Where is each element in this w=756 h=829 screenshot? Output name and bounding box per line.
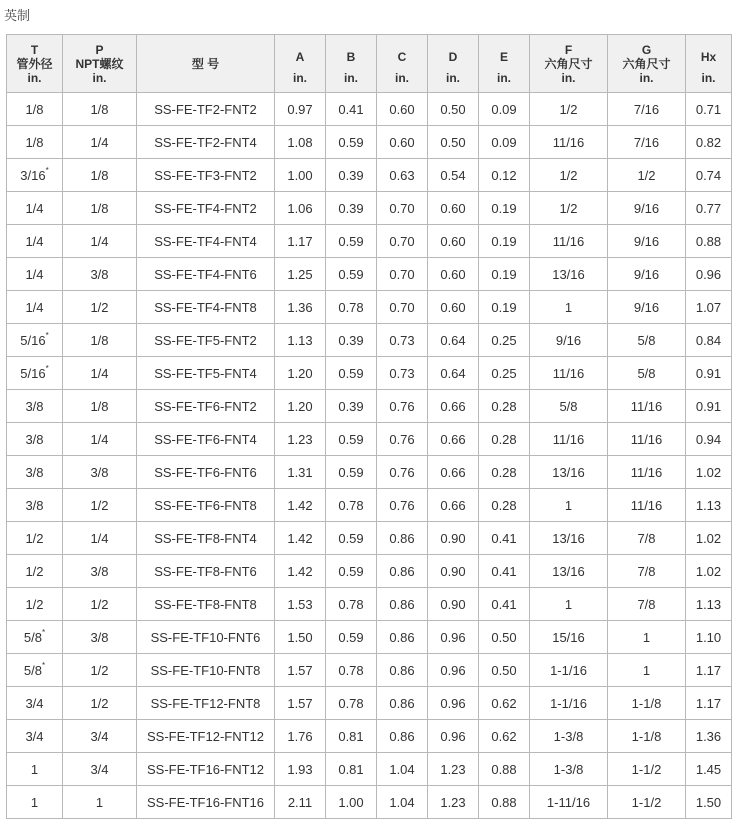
- cell-t: 5/16*: [7, 324, 63, 357]
- cell-t: 1/2: [7, 588, 63, 621]
- cell-e: 0.41: [479, 555, 530, 588]
- cell-c: 0.63: [377, 159, 428, 192]
- cell-b: 0.78: [326, 687, 377, 720]
- cell-hx: 1.13: [686, 489, 732, 522]
- cell-c: 0.76: [377, 456, 428, 489]
- cell-f: 1/2: [530, 159, 608, 192]
- cell-b: 0.59: [326, 456, 377, 489]
- cell-t: 3/4: [7, 687, 63, 720]
- table-row: [7, 588, 732, 621]
- footnote-marker: *: [45, 363, 49, 373]
- cell-p: 1/8: [63, 93, 137, 126]
- cell-f: 1/2: [530, 192, 608, 225]
- cell-model: SS-FE-TF10-FNT8: [137, 654, 275, 687]
- cell-a: 1.42: [275, 522, 326, 555]
- cell-t: 1/4: [7, 192, 63, 225]
- cell-d: 0.60: [428, 258, 479, 291]
- cell-g: 1-1/8: [608, 720, 686, 753]
- cell-f: 1-3/8: [530, 720, 608, 753]
- cell-c: 0.86: [377, 522, 428, 555]
- cell-hx: 1.02: [686, 456, 732, 489]
- cell-b: 0.41: [326, 93, 377, 126]
- cell-a: 1.93: [275, 753, 326, 786]
- cell-e: 0.50: [479, 621, 530, 654]
- cell-c: 1.04: [377, 786, 428, 819]
- cell-a: 1.13: [275, 324, 326, 357]
- table-row: [7, 786, 732, 819]
- cell-g: 11/16: [608, 423, 686, 456]
- cell-hx: 0.96: [686, 258, 732, 291]
- cell-p: 1/8: [63, 390, 137, 423]
- cell-p: 3/8: [63, 456, 137, 489]
- header-d: D in.: [428, 35, 479, 93]
- cell-f: 1-3/8: [530, 753, 608, 786]
- cell-e: 0.19: [479, 225, 530, 258]
- cell-d: 0.64: [428, 357, 479, 390]
- cell-e: 0.25: [479, 324, 530, 357]
- cell-e: 0.09: [479, 93, 530, 126]
- cell-f: 15/16: [530, 621, 608, 654]
- cell-d: 0.60: [428, 291, 479, 324]
- header-model: 型 号: [137, 35, 275, 93]
- cell-p: 1/2: [63, 654, 137, 687]
- cell-e: 0.28: [479, 423, 530, 456]
- cell-c: 0.70: [377, 258, 428, 291]
- cell-a: 1.57: [275, 687, 326, 720]
- cell-e: 0.28: [479, 489, 530, 522]
- cell-model: SS-FE-TF16-FNT16: [137, 786, 275, 819]
- cell-c: 1.04: [377, 753, 428, 786]
- cell-g: 7/16: [608, 93, 686, 126]
- cell-a: 1.17: [275, 225, 326, 258]
- cell-d: 0.90: [428, 555, 479, 588]
- cell-t: 1/2: [7, 522, 63, 555]
- cell-b: 0.59: [326, 555, 377, 588]
- cell-b: 0.59: [326, 225, 377, 258]
- cell-f: 11/16: [530, 423, 608, 456]
- cell-g: 1-1/8: [608, 687, 686, 720]
- cell-hx: 1.45: [686, 753, 732, 786]
- cell-e: 0.62: [479, 720, 530, 753]
- table-row: [7, 621, 732, 654]
- fitting-spec-table: [6, 34, 732, 819]
- cell-c: 0.60: [377, 126, 428, 159]
- cell-model: SS-FE-TF2-FNT2: [137, 93, 275, 126]
- cell-c: 0.73: [377, 357, 428, 390]
- cell-e: 0.25: [479, 357, 530, 390]
- cell-model: SS-FE-TF12-FNT8: [137, 687, 275, 720]
- cell-p: 1/2: [63, 489, 137, 522]
- header-e: E in.: [479, 35, 530, 93]
- table-row: [7, 126, 732, 159]
- cell-f: 11/16: [530, 126, 608, 159]
- cell-e: 0.28: [479, 390, 530, 423]
- cell-t: 5/8*: [7, 621, 63, 654]
- cell-c: 0.70: [377, 291, 428, 324]
- table-row: [7, 489, 732, 522]
- table-row: [7, 423, 732, 456]
- cell-e: 0.09: [479, 126, 530, 159]
- cell-g: 7/8: [608, 522, 686, 555]
- cell-e: 0.41: [479, 522, 530, 555]
- table-row: [7, 687, 732, 720]
- cell-b: 0.59: [326, 126, 377, 159]
- cell-a: 1.06: [275, 192, 326, 225]
- cell-model: SS-FE-TF3-FNT2: [137, 159, 275, 192]
- cell-g: 5/8: [608, 324, 686, 357]
- table-row: [7, 93, 732, 126]
- footnote-marker: *: [41, 627, 46, 637]
- cell-a: 1.23: [275, 423, 326, 456]
- cell-b: 0.81: [326, 720, 377, 753]
- cell-g: 7/8: [608, 555, 686, 588]
- cell-d: 0.54: [428, 159, 479, 192]
- cell-model: SS-FE-TF8-FNT8: [137, 588, 275, 621]
- cell-a: 1.50: [275, 621, 326, 654]
- cell-hx: 0.71: [686, 93, 732, 126]
- cell-a: 1.42: [275, 489, 326, 522]
- cell-b: 0.78: [326, 588, 377, 621]
- cell-d: 0.66: [428, 489, 479, 522]
- cell-f: 5/8: [530, 390, 608, 423]
- cell-f: 1-11/16: [530, 786, 608, 819]
- cell-g: 1-1/2: [608, 753, 686, 786]
- cell-e: 0.62: [479, 687, 530, 720]
- cell-e: 0.12: [479, 159, 530, 192]
- cell-hx: 0.94: [686, 423, 732, 456]
- cell-a: 1.42: [275, 555, 326, 588]
- cell-g: 9/16: [608, 192, 686, 225]
- cell-model: SS-FE-TF6-FNT2: [137, 390, 275, 423]
- cell-t: 1/4: [7, 225, 63, 258]
- cell-t: 5/16*: [7, 357, 63, 390]
- cell-f: 13/16: [530, 258, 608, 291]
- table-row: [7, 225, 732, 258]
- table-row: [7, 324, 732, 357]
- cell-t: 3/16*: [7, 159, 63, 192]
- cell-a: 1.00: [275, 159, 326, 192]
- cell-d: 0.96: [428, 687, 479, 720]
- cell-hx: 1.13: [686, 588, 732, 621]
- cell-c: 0.76: [377, 390, 428, 423]
- cell-a: 1.20: [275, 357, 326, 390]
- cell-t: 1: [7, 753, 63, 786]
- cell-f: 13/16: [530, 555, 608, 588]
- cell-f: 1/2: [530, 93, 608, 126]
- cell-hx: 1.17: [686, 687, 732, 720]
- cell-t: 3/4: [7, 720, 63, 753]
- table-row: [7, 456, 732, 489]
- cell-d: 0.90: [428, 588, 479, 621]
- cell-p: 1/4: [63, 357, 137, 390]
- cell-hx: 1.02: [686, 555, 732, 588]
- cell-p: 1/4: [63, 126, 137, 159]
- cell-b: 0.39: [326, 192, 377, 225]
- cell-g: 5/8: [608, 357, 686, 390]
- cell-c: 0.60: [377, 93, 428, 126]
- cell-e: 0.88: [479, 753, 530, 786]
- cell-c: 0.86: [377, 588, 428, 621]
- cell-a: 2.11: [275, 786, 326, 819]
- cell-model: SS-FE-TF4-FNT2: [137, 192, 275, 225]
- cell-b: 0.78: [326, 291, 377, 324]
- cell-d: 0.66: [428, 456, 479, 489]
- cell-a: 0.97: [275, 93, 326, 126]
- cell-hx: 1.10: [686, 621, 732, 654]
- cell-b: 0.81: [326, 753, 377, 786]
- footnote-marker: *: [41, 660, 46, 670]
- cell-b: 0.78: [326, 654, 377, 687]
- cell-b: 0.59: [326, 423, 377, 456]
- cell-hx: 0.74: [686, 159, 732, 192]
- cell-hx: 1.02: [686, 522, 732, 555]
- cell-p: 3/8: [63, 258, 137, 291]
- cell-b: 0.59: [326, 522, 377, 555]
- cell-p: 1/2: [63, 588, 137, 621]
- cell-g: 9/16: [608, 291, 686, 324]
- cell-e: 0.19: [479, 192, 530, 225]
- cell-e: 0.19: [479, 291, 530, 324]
- cell-a: 1.08: [275, 126, 326, 159]
- cell-e: 0.88: [479, 786, 530, 819]
- cell-g: 9/16: [608, 225, 686, 258]
- cell-g: 7/8: [608, 588, 686, 621]
- cell-model: SS-FE-TF2-FNT4: [137, 126, 275, 159]
- header-b: B in.: [326, 35, 377, 93]
- table-caption: 英制: [4, 9, 31, 24]
- cell-t: 3/8: [7, 423, 63, 456]
- cell-t: 1/8: [7, 93, 63, 126]
- cell-hx: 1.50: [686, 786, 732, 819]
- header-a: A in.: [275, 35, 326, 93]
- cell-model: SS-FE-TF5-FNT4: [137, 357, 275, 390]
- cell-d: 0.96: [428, 621, 479, 654]
- cell-d: 0.64: [428, 324, 479, 357]
- cell-a: 1.36: [275, 291, 326, 324]
- cell-hx: 1.17: [686, 654, 732, 687]
- cell-p: 3/4: [63, 753, 137, 786]
- cell-t: 1/2: [7, 555, 63, 588]
- cell-c: 0.86: [377, 720, 428, 753]
- cell-a: 1.31: [275, 456, 326, 489]
- cell-d: 0.60: [428, 225, 479, 258]
- cell-t: 1/4: [7, 258, 63, 291]
- cell-g: 1-1/2: [608, 786, 686, 819]
- cell-d: 0.50: [428, 93, 479, 126]
- cell-c: 0.70: [377, 225, 428, 258]
- cell-p: 1/4: [63, 423, 137, 456]
- cell-f: 9/16: [530, 324, 608, 357]
- cell-c: 0.73: [377, 324, 428, 357]
- cell-p: 3/4: [63, 720, 137, 753]
- table-row: [7, 720, 732, 753]
- cell-model: SS-FE-TF8-FNT6: [137, 555, 275, 588]
- cell-d: 0.66: [428, 423, 479, 456]
- header-hx: Hx in.: [686, 35, 732, 93]
- cell-g: 1/2: [608, 159, 686, 192]
- cell-b: 1.00: [326, 786, 377, 819]
- cell-model: SS-FE-TF16-FNT12: [137, 753, 275, 786]
- cell-t: 3/8: [7, 390, 63, 423]
- cell-hx: 1.07: [686, 291, 732, 324]
- header-g: G 六角尺寸 in.: [608, 35, 686, 93]
- cell-b: 0.59: [326, 258, 377, 291]
- cell-hx: 0.82: [686, 126, 732, 159]
- cell-model: SS-FE-TF12-FNT12: [137, 720, 275, 753]
- cell-t: 1: [7, 786, 63, 819]
- cell-c: 0.70: [377, 192, 428, 225]
- table-row: [7, 357, 732, 390]
- cell-e: 0.28: [479, 456, 530, 489]
- cell-b: 0.39: [326, 324, 377, 357]
- cell-a: 1.25: [275, 258, 326, 291]
- cell-g: 1: [608, 654, 686, 687]
- cell-f: 1: [530, 588, 608, 621]
- cell-d: 0.96: [428, 654, 479, 687]
- cell-g: 11/16: [608, 489, 686, 522]
- cell-d: 0.90: [428, 522, 479, 555]
- table-row: [7, 654, 732, 687]
- cell-c: 0.76: [377, 489, 428, 522]
- cell-f: 13/16: [530, 456, 608, 489]
- table-row: [7, 159, 732, 192]
- cell-g: 7/16: [608, 126, 686, 159]
- cell-c: 0.86: [377, 621, 428, 654]
- cell-a: 1.76: [275, 720, 326, 753]
- cell-d: 1.23: [428, 753, 479, 786]
- cell-f: 1-1/16: [530, 654, 608, 687]
- cell-t: 3/8: [7, 456, 63, 489]
- cell-f: 13/16: [530, 522, 608, 555]
- cell-f: 1-1/16: [530, 687, 608, 720]
- cell-f: 11/16: [530, 357, 608, 390]
- cell-d: 0.66: [428, 390, 479, 423]
- cell-hx: 0.91: [686, 357, 732, 390]
- cell-hx: 0.77: [686, 192, 732, 225]
- cell-p: 1/8: [63, 159, 137, 192]
- cell-p: 1/8: [63, 192, 137, 225]
- cell-d: 0.60: [428, 192, 479, 225]
- cell-d: 0.50: [428, 126, 479, 159]
- cell-model: SS-FE-TF10-FNT6: [137, 621, 275, 654]
- table-row: [7, 522, 732, 555]
- cell-a: 1.53: [275, 588, 326, 621]
- cell-a: 1.57: [275, 654, 326, 687]
- cell-b: 0.78: [326, 489, 377, 522]
- cell-f: 1: [530, 489, 608, 522]
- cell-g: 11/16: [608, 390, 686, 423]
- cell-c: 0.86: [377, 555, 428, 588]
- cell-p: 1/2: [63, 291, 137, 324]
- cell-t: 1/4: [7, 291, 63, 324]
- cell-p: 3/8: [63, 621, 137, 654]
- cell-c: 0.86: [377, 687, 428, 720]
- cell-t: 1/8: [7, 126, 63, 159]
- cell-model: SS-FE-TF8-FNT4: [137, 522, 275, 555]
- cell-b: 0.59: [326, 357, 377, 390]
- table-row: [7, 192, 732, 225]
- cell-c: 0.86: [377, 654, 428, 687]
- cell-t: 5/8*: [7, 654, 63, 687]
- cell-hx: 0.84: [686, 324, 732, 357]
- footnote-marker: *: [45, 165, 49, 175]
- table-row: [7, 258, 732, 291]
- table-row: [7, 390, 732, 423]
- cell-p: 1: [63, 786, 137, 819]
- cell-model: SS-FE-TF6-FNT6: [137, 456, 275, 489]
- cell-a: 1.20: [275, 390, 326, 423]
- cell-p: 3/8: [63, 555, 137, 588]
- cell-d: 0.96: [428, 720, 479, 753]
- cell-model: SS-FE-TF4-FNT6: [137, 258, 275, 291]
- cell-model: SS-FE-TF5-FNT2: [137, 324, 275, 357]
- footnote-marker: *: [45, 330, 49, 340]
- header-f: F 六角尺寸 in.: [530, 35, 608, 93]
- cell-d: 1.23: [428, 786, 479, 819]
- cell-f: 1: [530, 291, 608, 324]
- cell-g: 11/16: [608, 456, 686, 489]
- cell-p: 1/4: [63, 522, 137, 555]
- header-p: P NPT螺纹 in.: [63, 35, 137, 93]
- cell-e: 0.19: [479, 258, 530, 291]
- cell-p: 1/4: [63, 225, 137, 258]
- cell-model: SS-FE-TF4-FNT8: [137, 291, 275, 324]
- cell-t: 3/8: [7, 489, 63, 522]
- cell-model: SS-FE-TF6-FNT8: [137, 489, 275, 522]
- cell-model: SS-FE-TF4-FNT4: [137, 225, 275, 258]
- cell-g: 1: [608, 621, 686, 654]
- cell-p: 1/2: [63, 687, 137, 720]
- cell-hx: 0.91: [686, 390, 732, 423]
- cell-b: 0.39: [326, 159, 377, 192]
- header-c: C in.: [377, 35, 428, 93]
- cell-hx: 0.88: [686, 225, 732, 258]
- cell-b: 0.59: [326, 621, 377, 654]
- header-row: [7, 35, 732, 93]
- cell-g: 9/16: [608, 258, 686, 291]
- table-row: [7, 753, 732, 786]
- table-row: [7, 291, 732, 324]
- cell-e: 0.41: [479, 588, 530, 621]
- table-row: [7, 555, 732, 588]
- cell-model: SS-FE-TF6-FNT4: [137, 423, 275, 456]
- cell-b: 0.39: [326, 390, 377, 423]
- header-t: T 管外径 in.: [7, 35, 63, 93]
- cell-p: 1/8: [63, 324, 137, 357]
- cell-f: 11/16: [530, 225, 608, 258]
- cell-hx: 1.36: [686, 720, 732, 753]
- cell-e: 0.50: [479, 654, 530, 687]
- cell-c: 0.76: [377, 423, 428, 456]
